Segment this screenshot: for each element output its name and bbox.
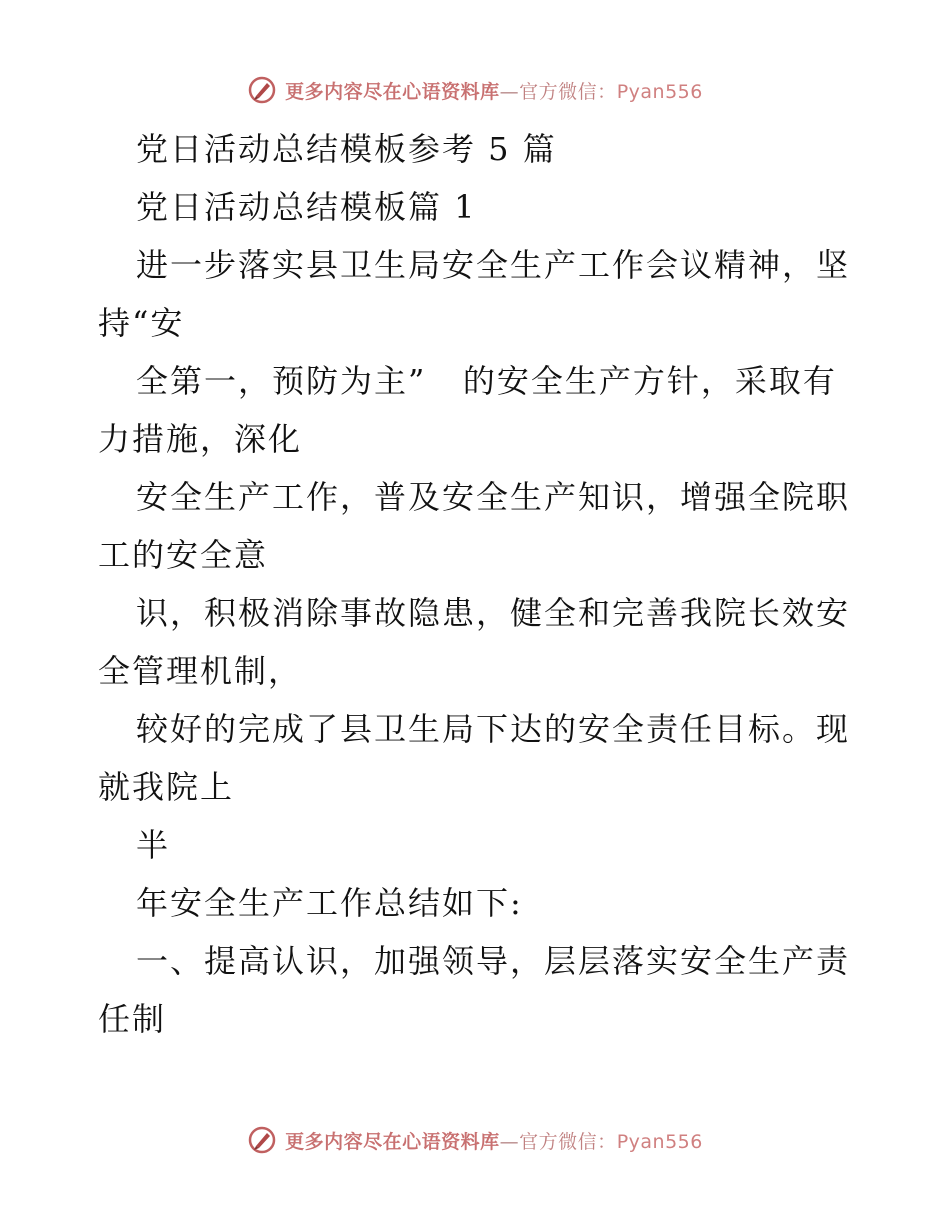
quill-pen-logo-icon [247, 1125, 277, 1155]
doc-line: 力措施，深化 [98, 420, 303, 458]
doc-line: 安全生产工作，普及安全生产知识，增强全院职 [136, 478, 851, 516]
footer-wechat-label: 官方微信： [519, 1130, 617, 1153]
header-wechat-label: 官方微信： [519, 80, 617, 103]
header-watermark-banner [0, 70, 950, 110]
doc-line: 工的安全意 [98, 536, 269, 574]
footer-separator: — [499, 1130, 520, 1153]
doc-section-heading: 一、提高认识，加强领导，层层落实安全生产责 [136, 942, 851, 980]
doc-line: 半 [136, 826, 171, 864]
quill-pen-logo-icon [247, 75, 277, 105]
footer-wechat-id: Pyan556 [616, 1130, 703, 1153]
doc-line: 就我院上 [98, 768, 235, 806]
doc-title: 党日活动总结模板参考 5 篇 [136, 130, 557, 168]
doc-line: 进一步落实县卫生局安全生产工作会议精神，坚 [136, 246, 851, 284]
footer-site-name: 更多内容尽在心语资料库 [285, 1130, 500, 1153]
doc-line: 持“安 [98, 304, 185, 342]
document-body [98, 120, 858, 1048]
doc-line: 识，积极消除事故隐患，健全和完善我院长效安 [136, 594, 851, 632]
footer-watermark-banner [0, 1120, 950, 1160]
doc-line: 全第一，预防为主” 的安全生产方针，采取有 [136, 362, 837, 400]
doc-line: 全管理机制， [98, 652, 303, 690]
header-wechat-id: Pyan556 [616, 80, 703, 103]
doc-subtitle: 党日活动总结模板篇 1 [136, 188, 477, 226]
header-separator: — [499, 80, 520, 103]
header-site-name: 更多内容尽在心语资料库 [285, 80, 500, 103]
doc-line: 年安全生产工作总结如下: [136, 884, 523, 922]
doc-line: 较好的完成了县卫生局下达的安全责任目标。现 [136, 710, 851, 748]
doc-line: 任制 [98, 1000, 167, 1038]
